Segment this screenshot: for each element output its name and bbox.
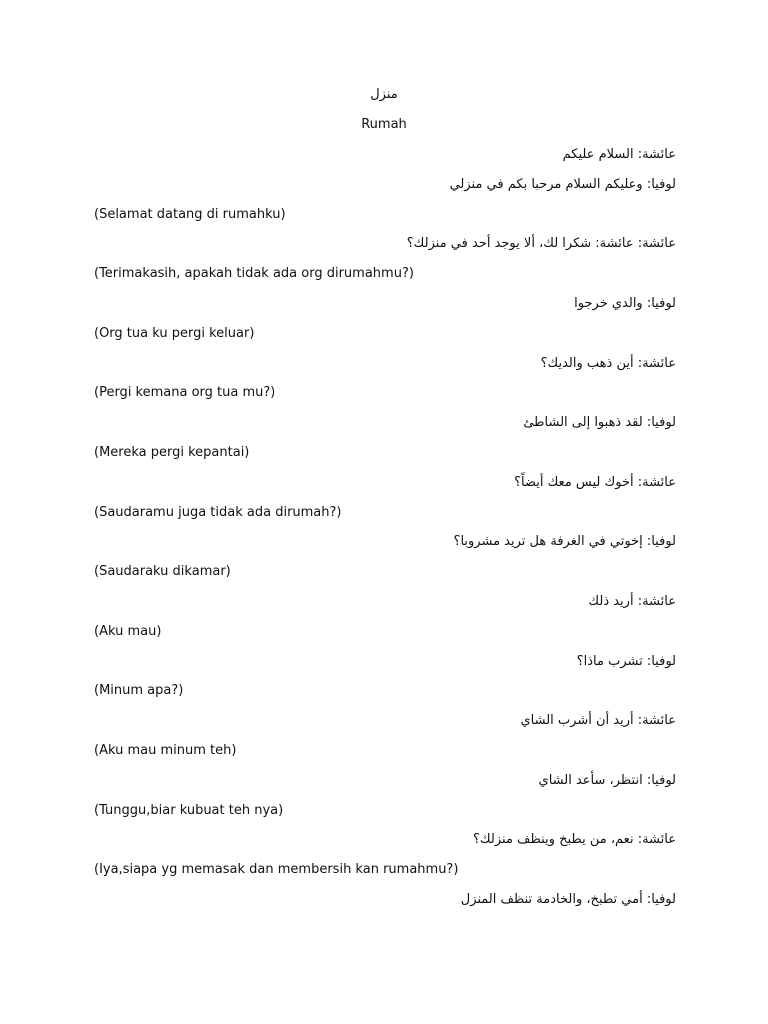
dialogue-line-arabic: لوفيا: وعليكم السلام مرحبا بكم في منزلي — [449, 176, 676, 192]
dialogue-line-translation: (Org tua ku pergi keluar) — [94, 325, 255, 341]
dialogue-line-translation: (Saudaramu juga tidak ada dirumah?) — [94, 504, 342, 520]
dialogue-line-arabic: لوفيا: تشرب ماذا؟ — [576, 653, 676, 669]
dialogue-line-arabic: عائشة: أين ذهب والديك؟ — [540, 355, 676, 371]
dialogue-line-translation: (Selamat datang di rumahku) — [94, 206, 286, 222]
dialogue-line-translation: (Saudaraku dikamar) — [94, 564, 231, 580]
dialogue-line-arabic: لوفيا: والدي خرجوا — [574, 295, 676, 311]
dialogue-line-arabic: عائشة: أريد ذلك — [588, 593, 676, 609]
dialogue-line-arabic: لوفيا: أمي تطبخ، والخادمة تنظف المنزل — [460, 891, 676, 907]
dialogue-lines — [94, 144, 676, 919]
dialogue-line-arabic: لوفيا: لقد ذهبوا إلى الشاطئ — [523, 415, 676, 431]
dialogue-line-arabic: عائشة: أخوك ليس معك أيضاً؟ — [514, 474, 676, 490]
dialogue-line-translation: (Aku mau minum teh) — [94, 742, 237, 758]
title-arabic: منزل — [370, 87, 398, 102]
dialogue-line-arabic: عائشة: أريد أن أشرب الشاي — [520, 713, 676, 729]
dialogue-line-arabic: عائشة: عائشة: شكرا لك، ألا يوجد أحد في منزلك؟ — [406, 236, 676, 252]
dialogue-line-translation: (Aku mau) — [94, 623, 162, 639]
dialogue-line-arabic: لوفيا: انتظر، سأعد الشاي — [538, 772, 676, 788]
dialogue-line-translation: (Tunggu,biar kubuat teh nya) — [94, 802, 284, 818]
dialogue-line-arabic: عائشة: نعم، من يطبخ وينظف منزلك؟ — [473, 832, 676, 848]
dialogue-line-translation: (Iya,siapa yg memasak dan membersih kan rumahmu?) — [94, 862, 459, 878]
dialogue-line-arabic: عائشة: السلام عليكم — [562, 147, 676, 162]
dialogue-line-translation: (Terimakasih, apakah tidak ada org dirumahmu?) — [94, 266, 414, 282]
dialogue-line-translation: (Minum apa?) — [94, 683, 184, 699]
dialogue-line-translation: (Mereka pergi kepantai) — [94, 444, 250, 460]
title-indonesian: Rumah — [361, 117, 407, 132]
dialogue-line-arabic: لوفيا: إخوتي في الغرفة هل تريد مشروبا؟ — [453, 534, 676, 550]
dialogue-line-translation: (Pergi kemana org tua mu?) — [94, 385, 276, 401]
